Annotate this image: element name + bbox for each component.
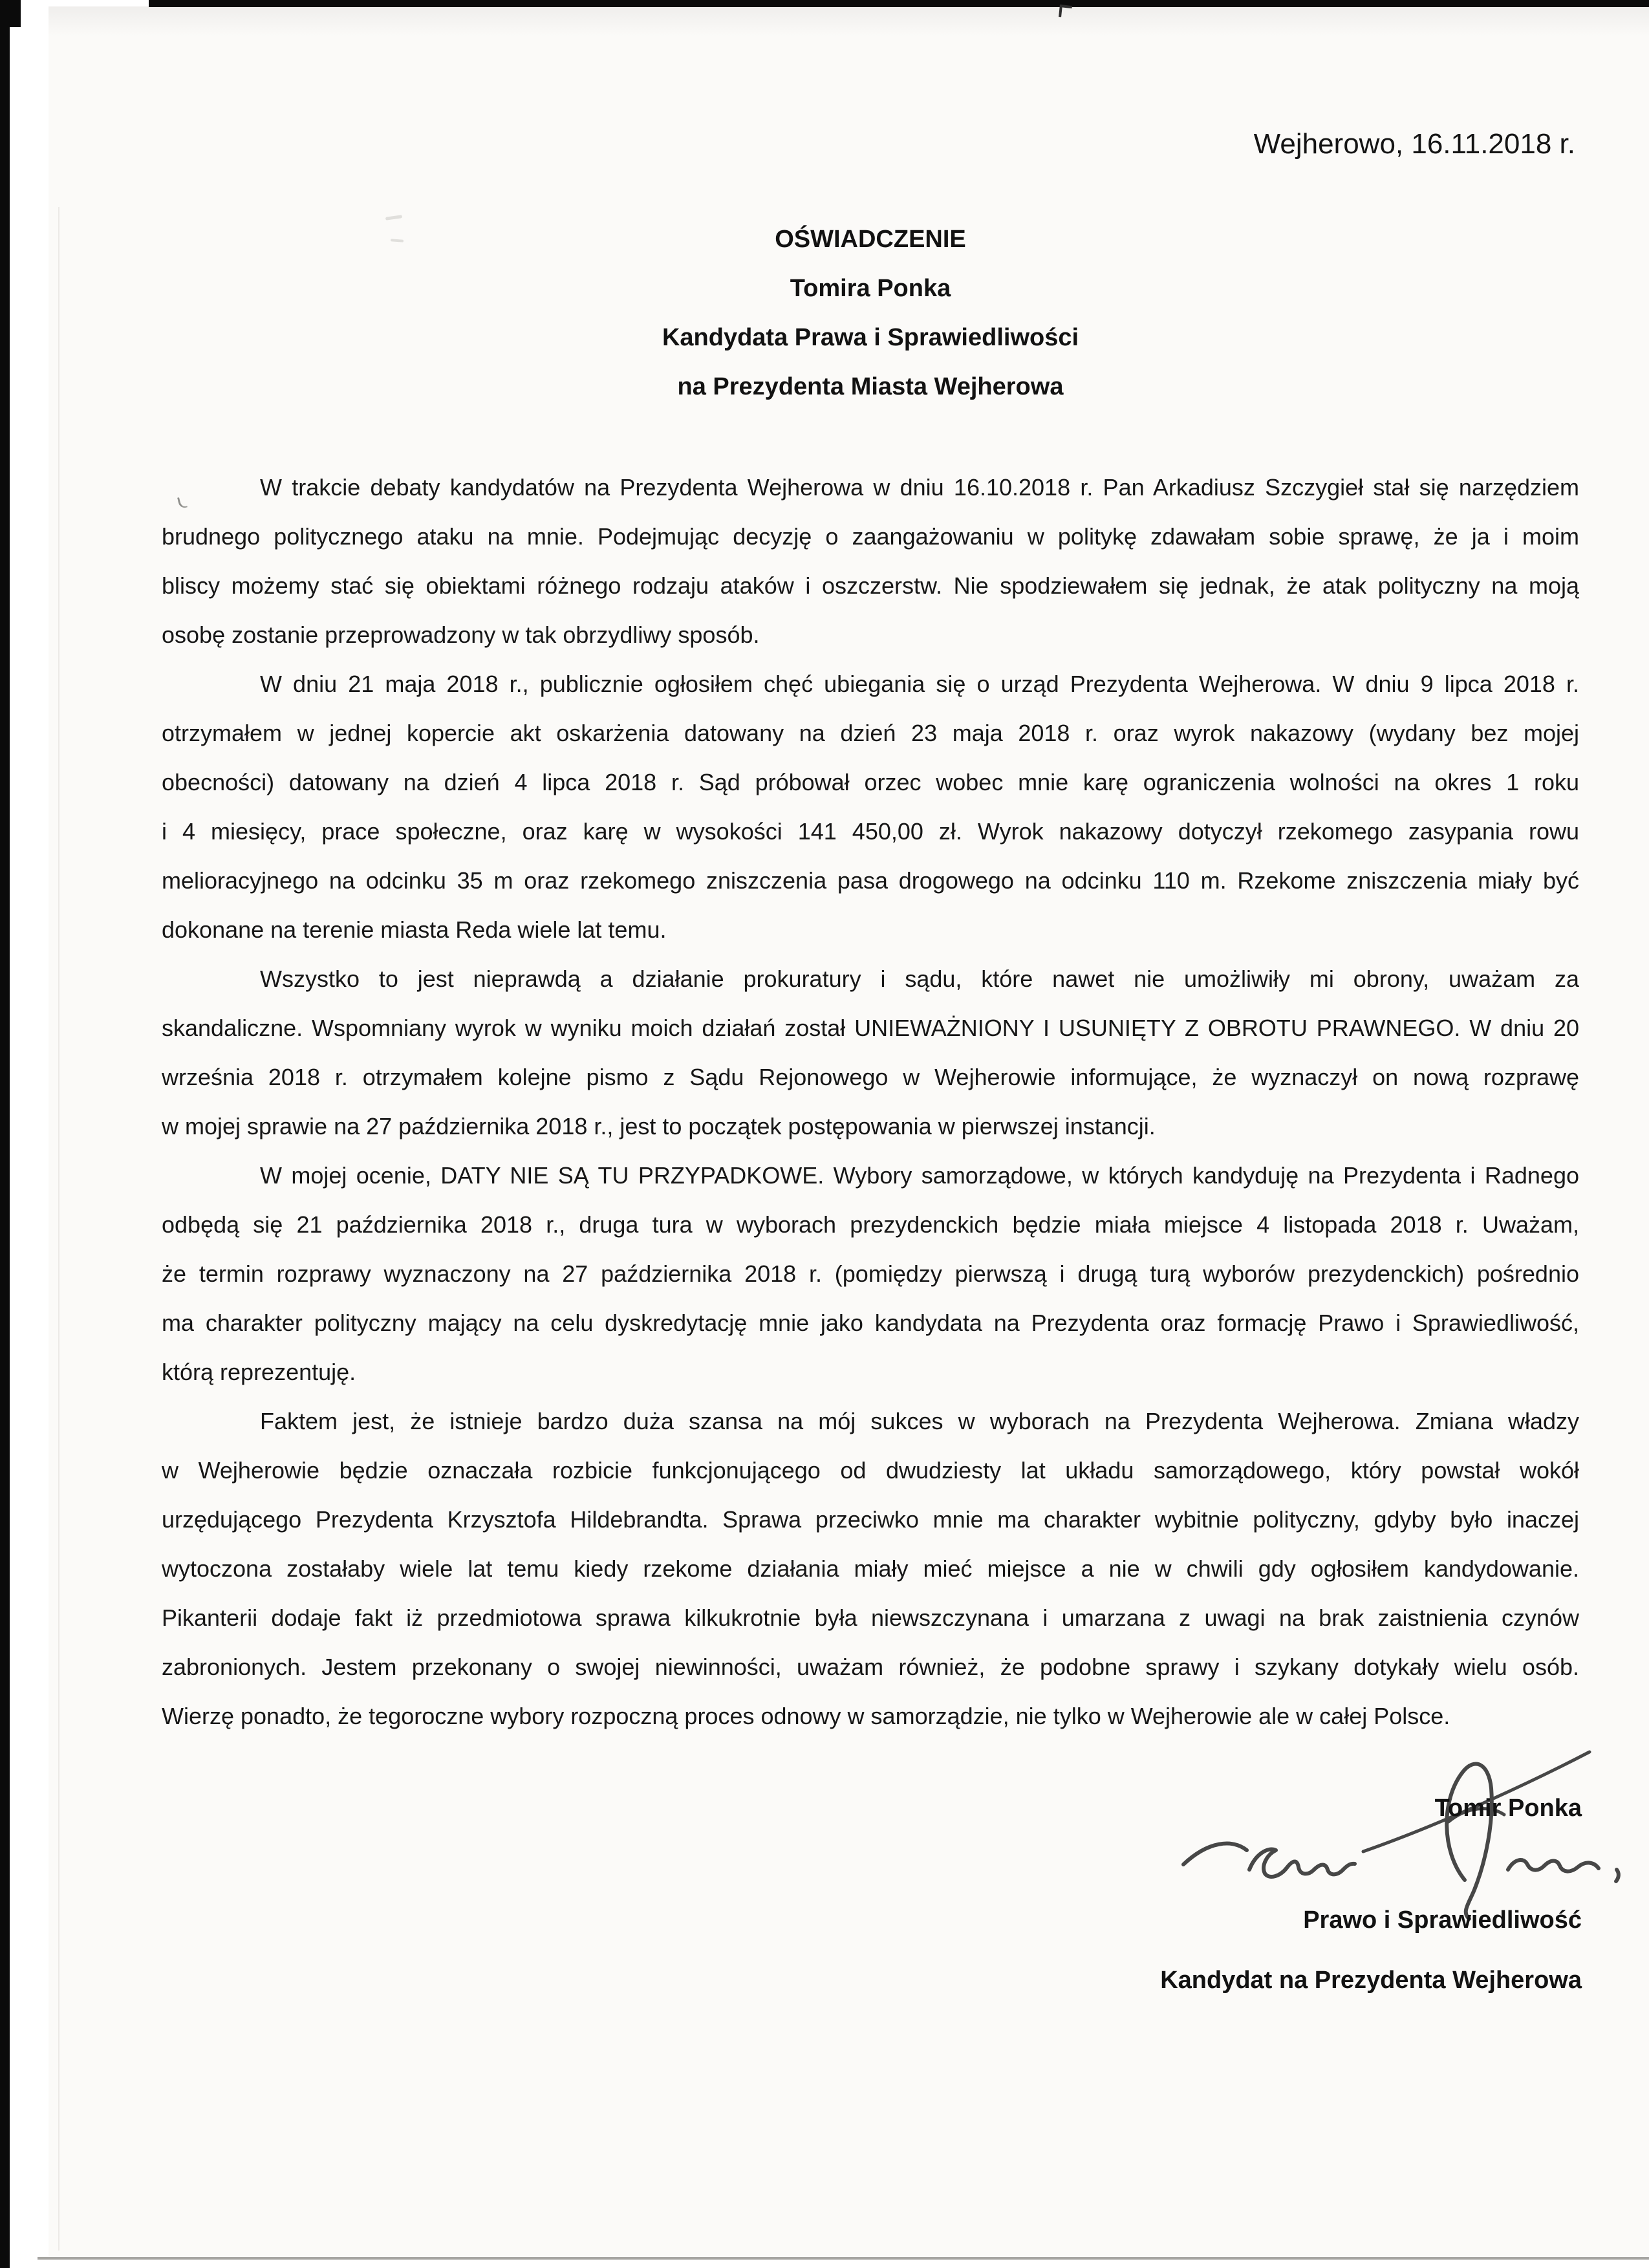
body-line: którą reprezentuję.	[162, 1359, 356, 1385]
title-line-party: Kandydata Prawa i Sprawiedliwości	[662, 324, 1079, 351]
title-line-office: na Prezydenta Miasta Wejherowa	[677, 373, 1064, 400]
paper-bottom-edge	[38, 2257, 1649, 2260]
body-line: że termin rozprawy wyznaczony na 27 października 2018 r. (pomiędzy pierwszą i drugą turą wyborów prezydenckich) pośrednio	[162, 1260, 1579, 1287]
body-line: W dniu 21 maja 2018 r., publicznie ogłosiłem chęć ubiegania się o urząd Prezydenta Wejherowa. W dniu 9 lipca 2018 r.	[260, 671, 1579, 697]
scan-artifact-mark	[1059, 5, 1072, 18]
body-line: melioracyjnego na odcinku 35 m oraz rzekomego zniszczenia pasa drogowego na odcinku 110 m. Rzekome zniszczenia miały być	[162, 867, 1579, 894]
paragraph	[162, 955, 1579, 1151]
date-line: Wejherowo, 16.11.2018 r.	[1253, 128, 1575, 160]
body-line: Pikanterii dodaje fakt iż przedmiotowa sprawa kilkukrotnie była niewszczynana i umarzana z uwagi na brak zaistnienia czynów	[162, 1604, 1579, 1631]
body-line: brudnego politycznego ataku na mnie. Podejmując decyzję o zaangażowaniu w politykę zdawałam sobie sprawę, że ja i moim	[162, 523, 1579, 550]
body-line: skandaliczne. Wspomniany wyrok w wyniku moich działań został UNIEWAŻNIONY I USUNIĘTY Z OBROTU PRAWNEGO. W dniu 20	[162, 1015, 1579, 1041]
body-line: obecności) datowany na dzień 4 lipca 2018 r. Sąd próbował orzec wobec mnie karę ograniczenia wolności na okres 1 roku	[162, 769, 1579, 795]
paragraph	[162, 1397, 1579, 1741]
body-line: W mojej ocenie, DATY NIE SĄ TU PRZYPADKOWE. Wybory samorządowe, w których kandyduję na Prezydenta i Radnego	[260, 1162, 1579, 1189]
body-line: wytoczona zostałaby wiele lat temu kiedy rzekome działania miały mieć miejsce a nie w chwili gdy ogłosiłem kandydowanie.	[162, 1555, 1579, 1582]
body-line: osobę zostanie przeprowadzony w tak obrzydliwy sposób.	[162, 621, 760, 648]
body-text	[162, 463, 1579, 1741]
body-line: i 4 miesięcy, prace społeczne, oraz karę w wysokości 141 450,00 zł. Wyrok nakazowy dotyczył rzekomego zasypania rowu	[162, 818, 1579, 845]
body-line: bliscy możemy stać się obiektami różnego rodzaju ataków i oszczerstw. Nie spodziewałem się jednak, że atak polityczny na moją	[162, 572, 1579, 599]
body-line: w mojej sprawie na 27 października 2018 r., jest to początek postępowania w pierwszej instancji.	[162, 1113, 1156, 1139]
body-line: Wierzę ponadto, że tegoroczne wybory rozpoczną proces odnowy w samorządzie, nie tylko w Wejherowie ale w całej Polsce.	[162, 1703, 1450, 1729]
body-line: w Wejherowie będzie oznaczała rozbicie funkcjonującego od dwudziesty lat układu samorządowego, który powstał wokół	[162, 1457, 1579, 1484]
signatory-party: Prawo i Sprawiedliwość	[1303, 1906, 1582, 1934]
paragraph	[162, 463, 1579, 660]
signatory-name: Tomir Ponka	[1434, 1795, 1582, 1822]
body-line: dokonane na terenie miasta Reda wiele lat temu.	[162, 916, 667, 943]
title-line-name: Tomira Ponka	[790, 275, 951, 302]
title-block	[162, 215, 1579, 411]
scan-shading	[48, 6, 1649, 36]
title-line-heading: OŚWIADCZENIE	[775, 226, 966, 253]
body-line: W trakcie debaty kandydatów na Prezydenta Wejherowa w dniu 16.10.2018 r. Pan Arkadiusz Szczygieł stał się narzędziem	[260, 474, 1579, 501]
body-line: września 2018 r. otrzymałem kolejne pismo z Sądu Rejonowego w Wejherowie informujące, że wyznaczył on nową rozprawę	[162, 1064, 1579, 1090]
scanner-edge-top	[149, 0, 1649, 7]
body-line: Wszystko to jest nieprawdą a działanie prokuratury i sądu, które nawet nie umożliwiły mi obrony, uważam za	[260, 966, 1579, 992]
scanner-edge-left	[0, 0, 10, 2268]
body-line: ma charakter polityczny mający na celu dyskredytację mnie jako kandydata na Prezydenta oraz formację Prawo i Sprawiedliwość,	[162, 1310, 1579, 1336]
body-line: otrzymałem w jednej kopercie akt oskarżenia datowany na dzień 23 maja 2018 r. oraz wyrok nakazowy (wydany bez mojej	[162, 720, 1579, 746]
body-line: urzędującego Prezydenta Krzysztofa Hildebrandta. Sprawa przeciwko mnie ma charakter wybitnie polityczny, gdyby było inaczej	[162, 1506, 1579, 1533]
paper-edge-crease	[58, 207, 59, 2251]
body-line: odbędą się 21 października 2018 r., druga tura w wyborach prezydenckich będzie miała miejsce 4 listopada 2018 r. Uważam,	[162, 1211, 1579, 1238]
body-line: zabronionych. Jestem przekonany o swojej niewinności, uważam również, że podobne sprawy i szykany dotykały wielu osób.	[162, 1654, 1579, 1680]
signatory-role: Kandydat na Prezydenta Wejherowa	[1160, 1967, 1582, 1994]
paragraph	[162, 1151, 1579, 1397]
paragraph	[162, 660, 1579, 955]
body-line: Faktem jest, że istnieje bardzo duża szansa na mój sukces w wyborach na Prezydenta Wejherowa. Zmiana władzy	[260, 1408, 1579, 1434]
scanner-edge-corner	[0, 0, 21, 27]
